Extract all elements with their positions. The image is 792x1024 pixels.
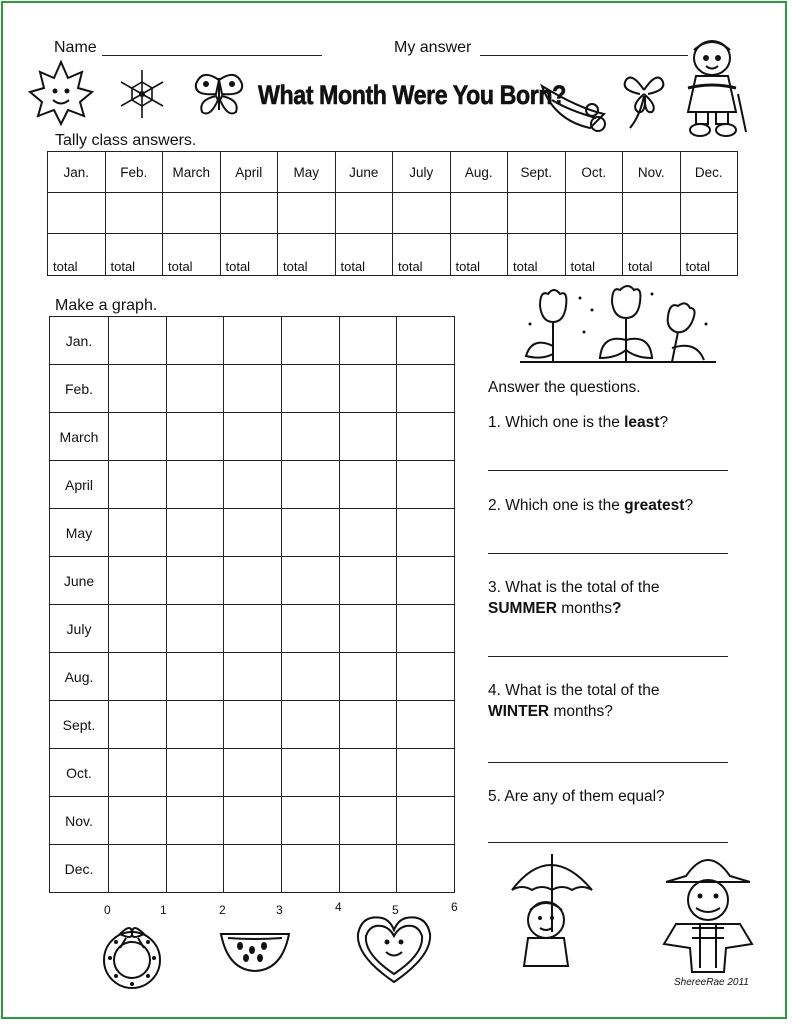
graph-row [50, 413, 455, 461]
graph-cell[interactable] [166, 605, 224, 653]
graph-cell[interactable] [109, 461, 167, 509]
graph-cell[interactable] [339, 461, 397, 509]
question-2 [488, 495, 693, 516]
tally-caption: Tally class answers. [55, 132, 197, 149]
graph-cell[interactable] [109, 365, 167, 413]
graph-cell[interactable] [224, 413, 282, 461]
tally-total-cell[interactable]: total [508, 234, 566, 276]
graph-cell[interactable] [166, 509, 224, 557]
question-text: 1. Which one is the [488, 414, 625, 431]
my-answer-label: My answer [394, 39, 472, 56]
tally-mark-cell[interactable] [220, 193, 278, 234]
graph-cell[interactable] [397, 845, 455, 893]
graph-cell[interactable] [166, 317, 224, 365]
graph-cell[interactable] [224, 653, 282, 701]
graph-cell[interactable] [166, 701, 224, 749]
tally-month-header: Jan. [48, 152, 106, 193]
scarecrow-icon [660, 848, 756, 976]
graph-cell[interactable] [109, 317, 167, 365]
tally-mark-cell[interactable] [278, 193, 336, 234]
graph-cell[interactable] [166, 413, 224, 461]
tally-mark-cell[interactable] [508, 193, 566, 234]
answer-line-5[interactable] [488, 842, 728, 843]
graph-month-label: Jan. [50, 317, 109, 365]
graph-cell[interactable] [224, 701, 282, 749]
tally-total-cell[interactable]: total [48, 234, 106, 276]
tally-mark-cell[interactable] [680, 193, 738, 234]
graph-cell[interactable] [166, 845, 224, 893]
graph-cell[interactable] [281, 701, 339, 749]
graph-month-label: June [50, 557, 109, 605]
graph-cell[interactable] [224, 557, 282, 605]
graph-cell[interactable] [339, 845, 397, 893]
graph-row [50, 365, 455, 413]
graph-cell[interactable] [397, 413, 455, 461]
tally-month-header: Oct. [565, 152, 623, 193]
graph-caption: Make a graph. [55, 297, 158, 314]
graph-cell[interactable] [339, 413, 397, 461]
question-keyword: least [624, 414, 660, 431]
question-keyword: SUMMER [488, 600, 557, 617]
question-text: 4. What is the total of the [488, 682, 660, 699]
tally-total-cell[interactable]: total [393, 234, 451, 276]
question-text: ? [684, 497, 694, 514]
graph-cell[interactable] [109, 557, 167, 605]
graph-cell[interactable] [281, 845, 339, 893]
graph-month-label: Oct. [50, 749, 109, 797]
tally-month-header: July [393, 152, 451, 193]
graph-row [50, 557, 455, 605]
heart-face-icon [352, 912, 436, 988]
question-1 [488, 412, 668, 433]
graph-cell[interactable] [339, 653, 397, 701]
watermelon-slice-icon [218, 928, 292, 974]
graph-cell[interactable] [339, 509, 397, 557]
graph-cell[interactable] [339, 557, 397, 605]
graph-cell[interactable] [397, 317, 455, 365]
graph-cell[interactable] [166, 461, 224, 509]
tally-total-cell[interactable]: total [163, 234, 221, 276]
graph-cell[interactable] [339, 317, 397, 365]
tulips-icon [520, 284, 716, 368]
answer-line-1[interactable] [488, 470, 728, 471]
tally-total-cell[interactable]: total [278, 234, 336, 276]
tally-total-cell[interactable]: total [623, 234, 681, 276]
tally-month-header: May [278, 152, 336, 193]
graph-cell[interactable] [281, 797, 339, 845]
child-with-umbrella-icon [506, 846, 598, 972]
graph-cell[interactable] [166, 365, 224, 413]
graph-row [50, 797, 455, 845]
girl-with-shovel-icon [682, 36, 748, 140]
axis-tick-label: 1 [160, 903, 167, 917]
graph-cell[interactable] [166, 749, 224, 797]
graph-cell[interactable] [109, 413, 167, 461]
tally-month-header: March [163, 152, 221, 193]
graph-cell[interactable] [281, 749, 339, 797]
graph-cell[interactable] [397, 605, 455, 653]
question-keyword: WINTER [488, 703, 550, 720]
tally-table [47, 151, 738, 276]
graph-cell[interactable] [166, 797, 224, 845]
question-text: ? [659, 414, 669, 431]
shamrock-icon [618, 66, 670, 130]
graph-row [50, 461, 455, 509]
graph-cell[interactable] [109, 797, 167, 845]
snowflake-icon [116, 68, 168, 120]
name-field[interactable] [102, 55, 322, 56]
tally-month-header: Sept. [508, 152, 566, 193]
graph-month-label: May [50, 509, 109, 557]
graph-month-label: Sept. [50, 701, 109, 749]
tally-total-cell[interactable]: total [220, 234, 278, 276]
axis-tick-label: 2 [219, 903, 226, 917]
graph-cell[interactable] [109, 749, 167, 797]
graph-cell[interactable] [109, 845, 167, 893]
axis-tick-label: 3 [276, 903, 283, 917]
tally-total-cell[interactable]: total [680, 234, 738, 276]
tally-mark-cell[interactable] [163, 193, 221, 234]
answer-line-4[interactable] [488, 762, 728, 763]
graph-cell[interactable] [224, 365, 282, 413]
tally-mark-cell[interactable] [335, 193, 393, 234]
tally-total-cell[interactable]: total [450, 234, 508, 276]
graph-row [50, 317, 455, 365]
axis-tick-label: 4 [335, 900, 342, 914]
tally-month-header: Nov. [623, 152, 681, 193]
tally-month-header: Feb. [105, 152, 163, 193]
graph-row [50, 605, 455, 653]
graph-month-label: Feb. [50, 365, 109, 413]
question-text: months [556, 600, 613, 617]
answer-line-2[interactable] [488, 553, 728, 554]
graph-cell[interactable] [339, 749, 397, 797]
questions-heading: Answer the questions. [488, 379, 641, 396]
graph-month-label: July [50, 605, 109, 653]
graph-cell[interactable] [397, 701, 455, 749]
graph-cell[interactable] [397, 365, 455, 413]
graph-row [50, 653, 455, 701]
graph-cell[interactable] [224, 317, 282, 365]
tally-mark-cell[interactable] [565, 193, 623, 234]
graph-row [50, 749, 455, 797]
question-keyword: greatest [624, 497, 685, 514]
tally-month-header: June [335, 152, 393, 193]
tally-total-cell[interactable]: total [565, 234, 623, 276]
graph-cell[interactable] [166, 557, 224, 605]
question-text: months? [549, 703, 613, 720]
tally-mark-cell[interactable] [623, 193, 681, 234]
graph-cell[interactable] [397, 557, 455, 605]
graph-cell[interactable] [224, 845, 282, 893]
graph-cell[interactable] [397, 653, 455, 701]
graph-cell[interactable] [281, 653, 339, 701]
graph-cell[interactable] [339, 797, 397, 845]
graph-month-label: Aug. [50, 653, 109, 701]
graph-cell[interactable] [281, 605, 339, 653]
question-text: ? [612, 600, 622, 617]
tally-mark-cell[interactable] [393, 193, 451, 234]
graph-cell[interactable] [397, 461, 455, 509]
axis-tick-label: 6 [451, 900, 458, 914]
graph-month-label: Nov. [50, 797, 109, 845]
graph-cell[interactable] [339, 701, 397, 749]
graph-row [50, 845, 455, 893]
question-3 [488, 577, 659, 619]
axis-tick-label: 5 [392, 903, 399, 917]
butterfly-icon [192, 70, 246, 118]
cornucopia-icon [538, 80, 612, 136]
graph-cell[interactable] [281, 557, 339, 605]
tally-month-header: Dec. [680, 152, 738, 193]
graph-month-label: March [50, 413, 109, 461]
graph-cell[interactable] [281, 509, 339, 557]
maple-leaf-character-icon [26, 58, 96, 128]
graph-cell[interactable] [109, 701, 167, 749]
graph-cell[interactable] [339, 605, 397, 653]
axis-tick-label: 0 [104, 903, 111, 917]
graph-cell[interactable] [224, 509, 282, 557]
graph-cell[interactable] [397, 509, 455, 557]
graph-cell[interactable] [109, 605, 167, 653]
graph-cell[interactable] [339, 365, 397, 413]
question-5: 5. Are any of them equal? [488, 788, 665, 805]
graph-month-label: April [50, 461, 109, 509]
graph-cell[interactable] [281, 461, 339, 509]
graph-cell[interactable] [281, 365, 339, 413]
tally-total-cell[interactable]: total [105, 234, 163, 276]
question-text: 3. What is the total of the [488, 579, 660, 596]
question-text: 2. Which one is the [488, 497, 625, 514]
graph-cell[interactable] [224, 605, 282, 653]
graph-cell[interactable] [224, 461, 282, 509]
artist-signature: ShereeRae 2011 [674, 977, 749, 988]
graph-cell[interactable] [224, 749, 282, 797]
tally-total-cell[interactable]: total [335, 234, 393, 276]
graph-cell[interactable] [397, 797, 455, 845]
tally-month-header: Aug. [450, 152, 508, 193]
question-4 [488, 680, 659, 722]
graph-cell[interactable] [224, 797, 282, 845]
tally-mark-cell[interactable] [48, 193, 106, 234]
graph-cell[interactable] [166, 653, 224, 701]
graph-cell[interactable] [281, 317, 339, 365]
graph-cell[interactable] [109, 653, 167, 701]
my-answer-field[interactable] [480, 55, 688, 56]
name-label: Name [54, 39, 97, 56]
worksheet-title: What Month Were You Born? [258, 80, 566, 110]
graph-cell[interactable] [109, 509, 167, 557]
graph-cell[interactable] [281, 413, 339, 461]
answer-line-3[interactable] [488, 656, 728, 657]
graph-month-label: Dec. [50, 845, 109, 893]
tally-mark-cell[interactable] [105, 193, 163, 234]
graph-cell[interactable] [397, 749, 455, 797]
graph-row [50, 509, 455, 557]
bar-graph-grid [49, 316, 455, 893]
tally-month-header: April [220, 152, 278, 193]
tally-mark-cell[interactable] [450, 193, 508, 234]
wreath-icon [96, 918, 168, 994]
graph-row [50, 701, 455, 749]
